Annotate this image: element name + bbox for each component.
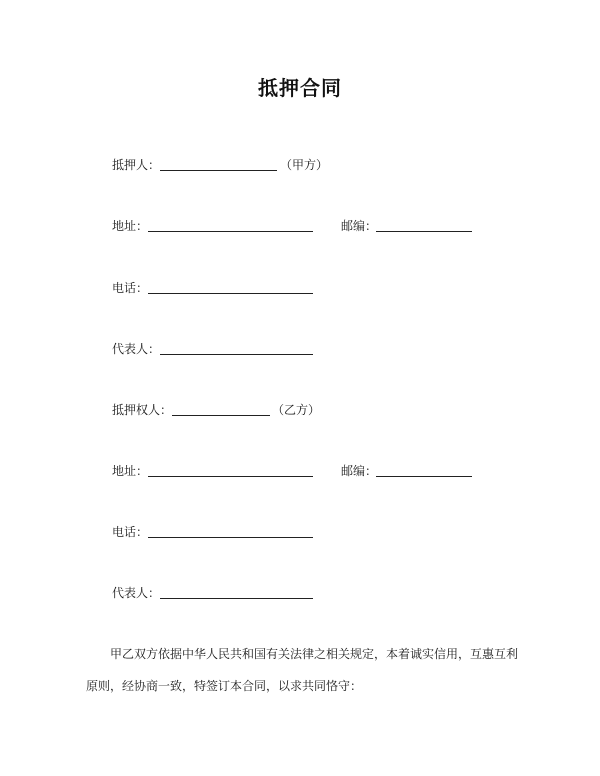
party-a-postcode-blank[interactable] <box>376 231 472 232</box>
party-a-address-row <box>112 216 512 236</box>
party-a-address-label: 地址： <box>112 219 149 233</box>
preamble-line-1: 甲乙双方依据中华人民共和国有关法律之相关规定，本着诚实信用，互惠互利 <box>110 647 519 661</box>
party-b-address-label: 地址： <box>112 464 149 478</box>
mortgagee-label: 抵押权人： <box>112 403 173 417</box>
party-b-phone-blank[interactable] <box>148 537 313 538</box>
party-b-address-blank[interactable] <box>148 476 313 477</box>
document-title: 抵押合同 <box>258 76 342 100</box>
party-a-address-blank[interactable] <box>148 231 313 232</box>
party-a-phone-label: 电话： <box>112 281 149 295</box>
party-a-representative-blank[interactable] <box>160 354 313 355</box>
party-b-address-row <box>112 461 512 481</box>
mortgagor-blank[interactable] <box>160 170 277 171</box>
party-b-representative-label: 代表人： <box>112 586 161 600</box>
preamble-line-2: 原则，经协商一致，特签订本合同，以求共同恪守： <box>86 679 363 693</box>
party-b-postcode-blank[interactable] <box>376 476 472 477</box>
party-a-representative-label: 代表人： <box>112 342 161 356</box>
party-a-phone-blank[interactable] <box>148 293 313 294</box>
party-b-representative-blank[interactable] <box>160 598 313 599</box>
mortgagee-blank[interactable] <box>172 415 270 416</box>
party-b-phone-label: 电话： <box>112 525 149 539</box>
mortgagor-label: 抵押人： <box>112 158 161 172</box>
party-b-postcode-label: 邮编： <box>341 464 378 478</box>
party-a-postcode-label: 邮编： <box>341 219 378 233</box>
party-b-suffix: （乙方） <box>272 403 321 417</box>
party-a-suffix: （甲方） <box>280 158 329 172</box>
